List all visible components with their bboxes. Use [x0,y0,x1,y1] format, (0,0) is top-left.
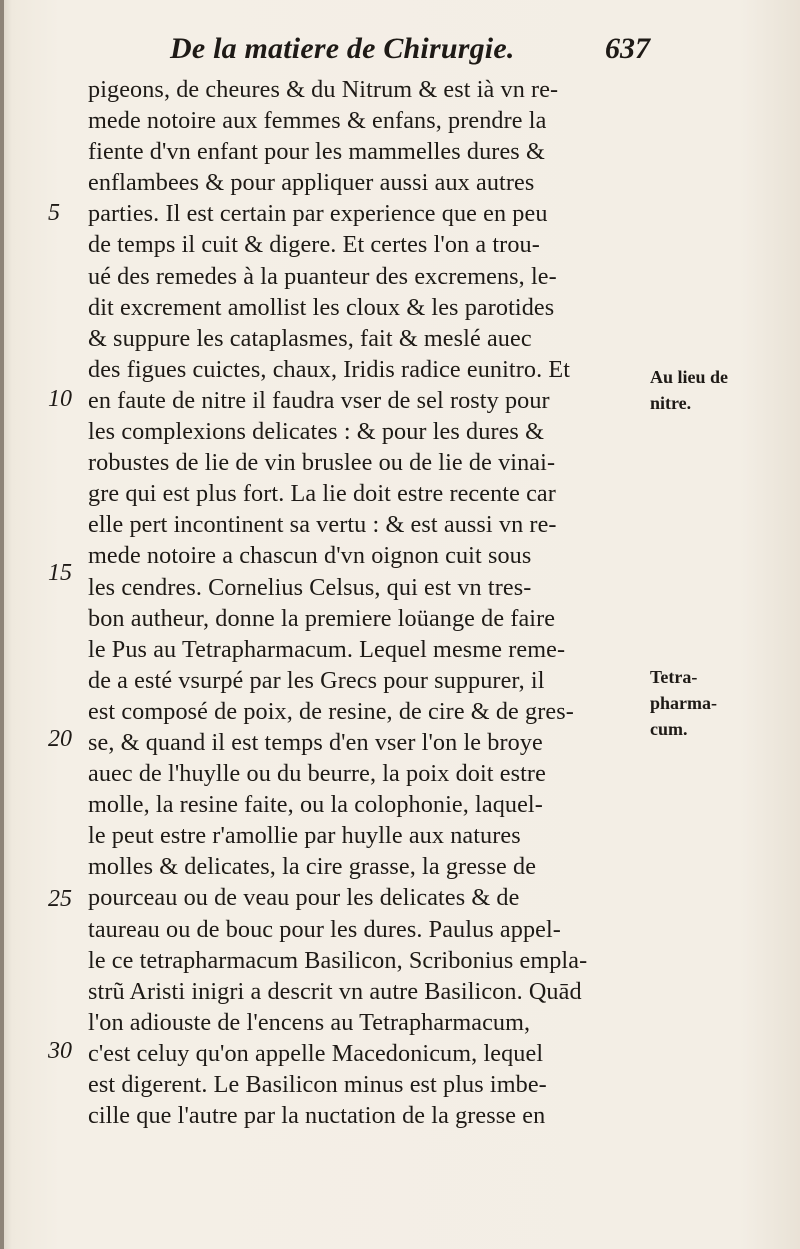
margin-note-nitre [650,364,800,416]
line-number: 15 [48,560,72,586]
text-line: taureau ou de bouc pour les dures. Paulus appel- [88,915,561,943]
margin-note-line: Au lieu de [650,367,729,387]
margin-note-line: nitre. [650,393,692,413]
text-line: les complexions delicates : & pour les dures & [88,418,545,446]
text-line: mede notoire aux femmes & enfans, prendre la [88,107,547,135]
line-number: 5 [48,200,60,226]
text-line: est digerent. Le Basilicon minus est plus imbe- [88,1071,547,1098]
text-line: de a esté vsurpé par les Grecs pour suppurer, il [88,666,545,694]
text-line: molle, la resine faite, ou la colophonie, laquel- [88,791,543,819]
text-line: enflambees & pour appliquer aussi aux autres [88,169,535,197]
text-line: gre qui est plus fort. La lie doit estre recente car [88,480,556,508]
text-line: bon autheur, donne la premiere loüange de faire [88,604,556,632]
margin-note-tetrapharmacum [650,664,800,742]
text-line: & suppure les cataplasmes, fait & meslé auec [88,324,532,352]
text-line: est composé de poix, de resine, de cire & de gres- [88,697,574,725]
text-line: elle pert incontinent sa vertu : & est aussi vn re- [88,511,557,539]
text-line: de temps il cuit & digere. Et certes l'on a trou- [88,231,540,259]
text-line: auec de l'huylle ou du beurre, la poix doit estre [88,760,546,788]
text-line: mede notoire a chascun d'vn oignon cuit sous [88,542,532,570]
line-number: 30 [48,1038,72,1064]
text-line: pourceau ou de veau pour les delicates & de [88,884,520,912]
margin-note-line: pharma- [650,693,717,713]
text-line: robustes de lie de vin bruslee ou de lie de vinai- [88,449,556,477]
text-line: strũ Aristi inigri a descrit vn autre Basilicon. Quād [88,977,582,1005]
text-line: molles & delicates, la cire grasse, la gresse de [88,853,537,881]
text-line: c'est celuy qu'on appelle Macedonicum, lequel [88,1039,544,1067]
text-line: se, & quand il est temps d'en vser l'on le broye [88,728,543,756]
text-line: les cendres. Cornelius Celsus, qui est vn tres- [88,573,532,601]
page-edge [0,0,4,1249]
text-line: en faute de nitre il faudra vser de sel rosty pour [88,386,550,414]
text-line: fiente d'vn enfant pour les mammelles dures & [88,138,545,166]
margin-note-line: Tetra- [650,667,698,687]
text-line: pigeons, de cheures & du Nitrum & est ià vn re- [88,76,559,103]
line-number: 25 [48,886,72,912]
line-number: 10 [48,386,72,412]
line-number: 20 [48,726,72,752]
running-title: De la matiere de Chirurgie. [170,32,515,65]
text-line: le peut estre r'amollie par huylle aux natures [88,822,521,850]
text-line: parties. Il est certain par experience que en peu [88,200,548,228]
text-line: ué des remedes à la puanteur des excremens, le- [88,262,557,290]
text-line: le Pus au Tetrapharmacum. Lequel mesme reme- [88,635,566,663]
text-line: des figues cuictes, chaux, Iridis radice eunitro. Et [88,355,571,383]
text-line: le ce tetrapharmacum Basilicon, Scribonius empla- [88,946,588,974]
text-line: l'on adiouste de l'encens au Tetrapharmacum, [88,1008,531,1036]
margin-note-line: cum. [650,719,688,739]
text-line: dit excrement amollist les cloux & les parotides [88,293,555,321]
page-number: 637 [605,32,650,65]
running-header [170,32,650,76]
text-body [88,74,648,1131]
text-line: cille que l'autre par la nuctation de la gresse en [88,1102,546,1130]
